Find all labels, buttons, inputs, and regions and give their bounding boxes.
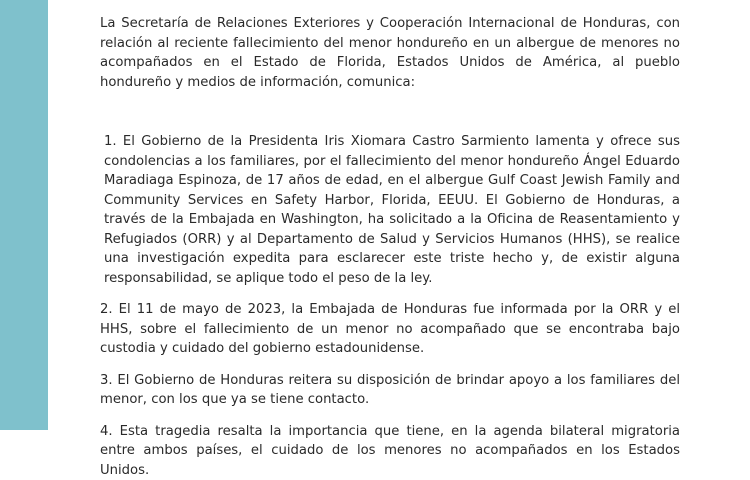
statement-body [100,14,680,480]
paragraph-2: 2. El 11 de mayo de 2023, la Embajada de Honduras fue informada por la ORR y el HHS, sobre el fallecimiento de un menor no acompañado que se encontraba bajo custodia y cuidado del gobierno estadounidense. [100,300,680,359]
paragraph-4: 4. Esta tragedia resalta la importancia que tiene, en la agenda bilateral migratoria entre ambos países, el cuidado de los menores no acompañados en los Estados Unidos. [100,422,680,480]
paragraph-1: 1. El Gobierno de la Presidenta Iris Xiomara Castro Sarmiento lamenta y ofrece sus condolencias a los familiares, por el fallecimiento del menor hondureño Ángel Eduardo Maradiaga Espinoza, de 17 años de edad, en el albergue Gulf Coast Jewish Family and Community Services en Safety Harbor, Florida, EEUU. El Gobierno de Honduras, a través de la Embajada en Washington, ha solicitado a la Oficina de Reasentamiento y Refugiados (ORR) y al Departamento de Salud y Servicios Humanos (HHS), se realice una investigación expedita para esclarecer este triste hecho y, de existir alguna responsabilidad, se aplique todo el peso de la ley. [100,132,680,288]
paragraph-3: 3. El Gobierno de Honduras reitera su disposición de brindar apoyo a los familiares del menor, con los que ya se tiene contacto. [100,371,680,410]
intro-paragraph: La Secretaría de Relaciones Exteriores y Cooperación Internacional de Honduras, con relación al reciente fallecimiento del menor hondureño en un albergue de menores no acompañados en el Estado de Florida, Estados Unidos de América, al pueblo hondureño y medios de información, comunica: [100,14,680,92]
decorative-side-bar [0,0,48,430]
